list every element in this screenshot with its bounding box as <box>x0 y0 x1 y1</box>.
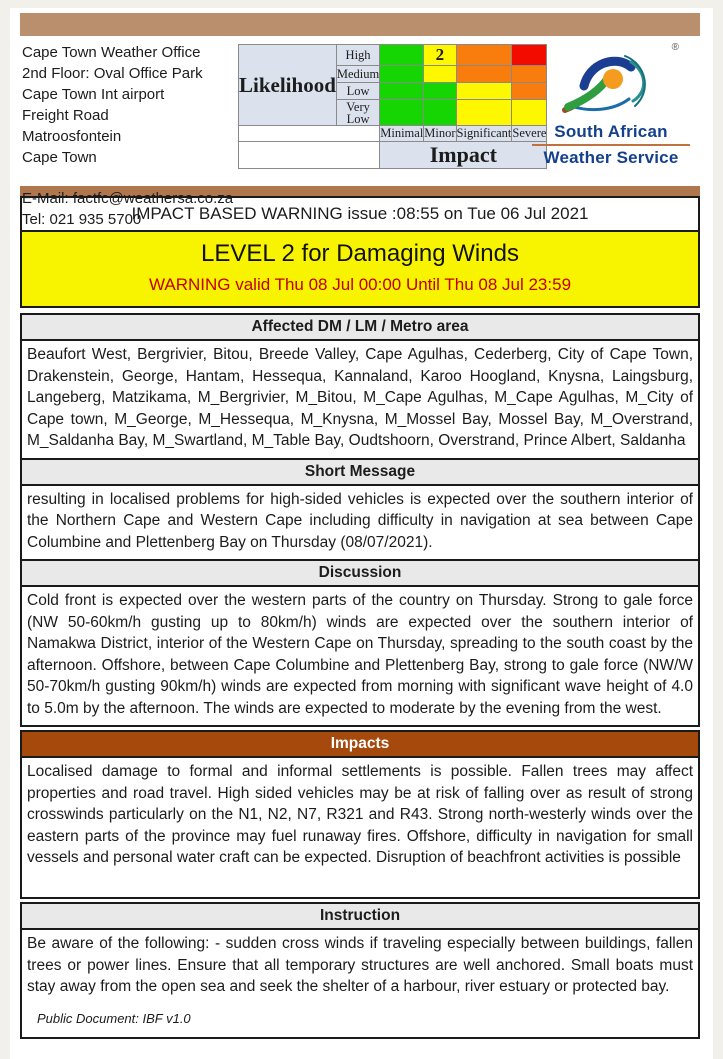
saws-logo <box>522 42 700 182</box>
matrix-cell <box>380 66 424 83</box>
section-short-message <box>20 458 700 562</box>
phone-line: Tel: 021 935 5700 <box>22 211 142 228</box>
section-header: Short Message <box>22 460 698 486</box>
logo-divider <box>532 144 690 146</box>
email-line: E-Mail: factfc@weathersa.co.za <box>22 190 234 207</box>
warning-sections <box>20 313 700 1039</box>
warning-level-marker: 2 <box>435 45 445 64</box>
address-line: Matroosfontein <box>22 128 122 145</box>
matrix-cell <box>456 45 512 66</box>
logo-text-line1: South African <box>554 122 668 141</box>
address-line: 2nd Floor: Oval Office Park <box>22 65 203 82</box>
risk-matrix <box>238 42 547 182</box>
section-header: Affected DM / LM / Metro area <box>22 315 698 341</box>
section-body: Localised damage to formal and informal settlements is possible. Fallen trees may affect properties and road travel. High sided vehicles may be at risk of falling over as result of strong crosswinds particularly on the N1, N2, N7, R321 and R43. Strong north-westerly winds over the eastern parts of the province may fuel runaway fires. Offshore, difficulty in navigation for small vessels and personal water craft can be expected. Disruption of beachfront activities is possible <box>22 758 698 897</box>
likelihood-row-label: Low <box>336 83 379 100</box>
matrix-cell <box>424 83 456 100</box>
address-line: Freight Road <box>22 107 109 124</box>
logo-text-line2: Weather Service <box>543 148 679 167</box>
warning-validity-line: WARNING valid Thu 08 Jul 00:00 Until Thu 08 Jul 23:59 <box>148 275 572 294</box>
section-header: Impacts <box>22 732 698 758</box>
section-body: Beaufort West, Bergrivier, Bitou, Breede Valley, Cape Agulhas, Cederberg, City of Cape Town, Drakenstein, George, Hantam, Hessequa, Kannaland, Karoo Hoogland, Knysna, Laingsburg, Langeberg, Matzikama, M_Bergrivier, M_Bitou, M_Cape Agulhas, M_Cape Agulhas, M_City of Cape town, M_George, M_Hessequa, M_Knysna, M_Mossel Bay, Mossel Bay, M_Overstrand, M_Saldanha Bay, M_Swartland, M_Table Bay, Oudtshoorn, Overstrand, Prince Albert, Saldanha <box>22 341 698 458</box>
office-address-block <box>20 42 238 228</box>
section-impacts <box>20 730 700 899</box>
top-accent-bar <box>20 13 700 36</box>
document-page <box>10 8 713 1059</box>
likelihood-row-label: Medium <box>336 67 380 81</box>
impact-axis-label: Impact <box>380 142 547 169</box>
likelihood-row-label: Very Low <box>336 100 379 126</box>
address-line: Cape Town Weather Office <box>22 44 201 61</box>
impact-col-label: Severe <box>512 126 547 140</box>
warning-level-title: LEVEL 2 for Damaging Winds <box>201 240 519 267</box>
issue-banner: IMPACT BASED WARNING issue :08:55 on Tue 06 Jul 2021 <box>20 196 700 232</box>
matrix-cell <box>456 100 512 126</box>
impact-col-label: Significant <box>456 126 512 140</box>
impact-col-label: Minor <box>424 126 456 140</box>
matrix-cell <box>380 100 424 126</box>
section-body <box>22 930 698 1037</box>
likelihood-axis-label: Likelihood <box>239 45 337 126</box>
matrix-cell <box>424 66 456 83</box>
instruction-text: Be aware of the following: - sudden cross winds if traveling especially between buildings, fallen trees or power lines. Ensure that all temporary structures are well anchored. Small boats must stay away from the open sea and seek the shelter of a harbour, river estuary or protected bay. <box>27 935 693 995</box>
matrix-cell-active <box>424 45 456 66</box>
matrix-cell <box>456 83 512 100</box>
matrix-cell <box>424 100 456 126</box>
address-line: Cape Town Int airport <box>22 86 165 103</box>
section-header: Discussion <box>22 561 698 587</box>
section-body: Cold front is expected over the western parts of the country on Thursday. Strong to gale force (NW 50-60km/h gusting up to 80km/h) winds are expected over the southern interior of Namakwa District, interior of the Western Cape on Thursday, spreading to the south coast by the afternoon. Offshore, between Cape Columbine and Plettenberg Bay, strong to gale force (NW/W 50-70km/h gusting 90km/h) winds are expected from morning with significant wave height of 4.0 to 5.0m by the afternoon. The winds are expected to moderate by the evening from the west. <box>22 587 698 725</box>
registered-mark: ® <box>671 42 679 53</box>
matrix-cell <box>380 45 424 66</box>
section-discussion <box>20 559 700 727</box>
document-footer: Public Document: IBF v1.0 <box>37 1010 191 1026</box>
warning-level-banner <box>20 232 700 308</box>
section-body: resulting in localised problems for high-sided vehicles is expected over the southern interior of the Northern Cape and Western Cape including difficulty in navigation at sea between Cape Columbine and Plettenberg Bay on Thursday (08/07/2021). <box>22 486 698 560</box>
section-header: Instruction <box>22 904 698 930</box>
address-line: Cape Town <box>22 149 97 166</box>
section-instruction <box>20 902 700 1039</box>
impact-col-label: Minimal <box>380 126 424 140</box>
matrix-cell <box>380 83 424 100</box>
likelihood-row-label: High <box>336 45 379 66</box>
section-affected-area <box>20 313 700 460</box>
saws-logo-icon <box>551 42 679 122</box>
matrix-cell <box>456 66 512 83</box>
